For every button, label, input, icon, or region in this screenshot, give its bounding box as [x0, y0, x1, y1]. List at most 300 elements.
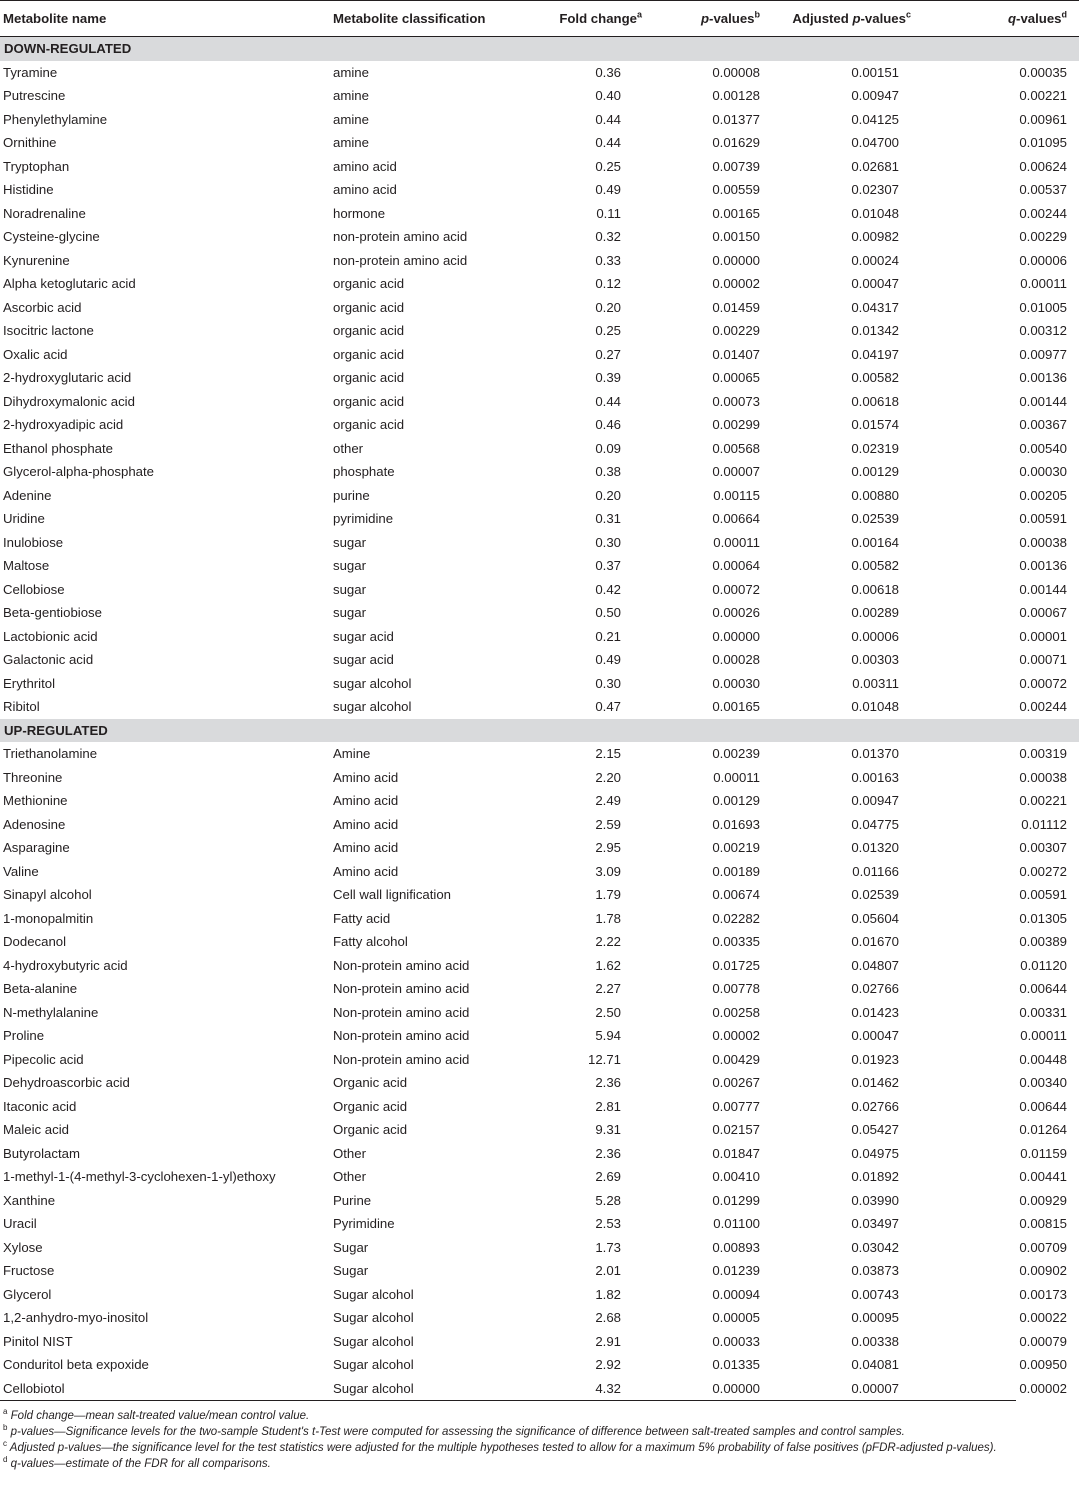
- cell-metabolite-name: Uracil: [3, 1216, 37, 1232]
- cell-classification: Organic acid: [333, 1075, 408, 1091]
- cell-fold-change: 0.49: [595, 652, 621, 668]
- header-q-italic: q: [1007, 11, 1017, 26]
- cell-q-value: 0.00591: [1019, 887, 1067, 903]
- cell-classification: phosphate: [333, 464, 395, 480]
- table-row: [0, 883, 1079, 907]
- cell-classification: Organic acid: [333, 1098, 408, 1114]
- cell-p-value: 0.00000: [712, 628, 760, 644]
- cell-p-value: 0.00011: [713, 534, 760, 550]
- header-classification: [325, 1, 513, 37]
- cell-q-value: 0.00977: [1019, 346, 1067, 362]
- cell-classification: Sugar alcohol: [333, 1380, 414, 1396]
- table-row: [0, 319, 1079, 343]
- header-fold-sup: a: [636, 9, 642, 20]
- cell-fold-change: 0.31: [595, 511, 621, 527]
- table-row: [0, 343, 1079, 367]
- cell-adjusted-p-value: 0.01048: [851, 205, 899, 221]
- table-body: [0, 37, 1079, 1401]
- cell-p-value: 0.00002: [712, 276, 760, 292]
- header-fold-text: Fold change: [559, 11, 637, 26]
- cell-metabolite-name: 2-hydroxyglutaric acid: [3, 370, 132, 386]
- cell-q-value: 0.00367: [1019, 417, 1067, 433]
- cell-p-value: 0.00559: [712, 182, 760, 198]
- table-row: [0, 1306, 1079, 1330]
- cell-q-value: 0.00229: [1019, 229, 1067, 245]
- cell-p-value: 0.01847: [712, 1145, 760, 1161]
- cell-classification: Amino acid: [333, 793, 399, 809]
- table-row: [0, 178, 1079, 202]
- cell-q-value: 0.00002: [1019, 1380, 1067, 1396]
- cell-metabolite-name: Tyramine: [3, 64, 58, 80]
- cell-p-value: 0.00072: [712, 581, 760, 597]
- cell-adjusted-p-value: 0.04125: [851, 111, 899, 127]
- cell-q-value: 0.01112: [1021, 816, 1067, 832]
- table-row: [0, 484, 1079, 508]
- cell-p-value: 0.00777: [712, 1098, 760, 1114]
- cell-fold-change: 0.21: [595, 628, 621, 644]
- cell-adjusted-p-value: 0.01370: [851, 746, 899, 762]
- cell-metabolite-name: Ascorbic acid: [3, 299, 82, 315]
- footnote-text: Adjusted p-values—the significance level for the test statistics were adjusted for the multiple hypotheses tested to allow for a maximum 5% probability of false positives (pFDR-adjusted p-values).: [9, 1442, 997, 1454]
- cell-q-value: 0.00205: [1019, 487, 1067, 503]
- table-row: [0, 390, 1079, 414]
- cell-adjusted-p-value: 0.02307: [851, 182, 899, 198]
- header-adj-sup: c: [905, 9, 911, 20]
- cell-adjusted-p-value: 0.00151: [851, 64, 899, 80]
- cell-metabolite-name: Adenine: [3, 487, 52, 503]
- cell-classification: Non-protein amino acid: [333, 1051, 470, 1067]
- cell-metabolite-name: Lactobionic acid: [3, 628, 98, 644]
- cell-q-value: 0.00950: [1019, 1357, 1067, 1373]
- cell-classification: Sugar: [333, 1263, 369, 1279]
- cell-fold-change: 5.28: [595, 1192, 621, 1208]
- cell-fold-change: 2.49: [595, 793, 621, 809]
- cell-fold-change: 1.82: [595, 1286, 621, 1302]
- table-row: [0, 413, 1079, 437]
- cell-q-value: 0.00709: [1019, 1239, 1067, 1255]
- cell-q-value: 0.00011: [1020, 1028, 1067, 1044]
- cell-q-value: 0.00136: [1019, 370, 1067, 386]
- cell-classification: organic acid: [333, 346, 405, 362]
- cell-q-value: 0.00244: [1019, 205, 1067, 221]
- table-row: [0, 648, 1079, 672]
- footnote-text: q-values—estimate of the FDR for all comparisons.: [10, 1458, 271, 1470]
- cell-adjusted-p-value: 0.00047: [851, 276, 899, 292]
- header-q-values: [923, 1, 1079, 37]
- cell-fold-change: 0.30: [595, 675, 621, 691]
- header-p-text: -values: [709, 11, 755, 26]
- cell-q-value: 0.00030: [1019, 464, 1067, 480]
- cell-q-value: 0.01264: [1019, 1122, 1067, 1138]
- cell-fold-change: 1.62: [595, 957, 621, 973]
- cell-classification: organic acid: [333, 370, 405, 386]
- cell-fold-change: 0.42: [595, 581, 621, 597]
- cell-metabolite-name: Cellobiose: [3, 581, 65, 597]
- cell-classification: purine: [333, 487, 370, 503]
- cell-fold-change: 0.25: [595, 158, 621, 174]
- cell-classification: Amino acid: [333, 816, 399, 832]
- cell-classification: Non-protein amino acid: [333, 981, 470, 997]
- cell-q-value: 0.00591: [1019, 511, 1067, 527]
- cell-fold-change: 5.94: [595, 1028, 621, 1044]
- cell-fold-change: 0.49: [595, 182, 621, 198]
- table-row: [0, 1377, 1079, 1401]
- cell-adjusted-p-value: 0.00618: [851, 581, 899, 597]
- cell-metabolite-name: Beta-alanine: [3, 981, 78, 997]
- cell-q-value: 0.00144: [1019, 393, 1067, 409]
- cell-adjusted-p-value: 0.01892: [851, 1169, 899, 1185]
- cell-fold-change: 0.20: [595, 299, 621, 315]
- cell-q-value: 0.00389: [1019, 934, 1067, 950]
- cell-fold-change: 2.27: [595, 981, 621, 997]
- footnote-marker: d: [3, 1455, 8, 1465]
- cell-fold-change: 0.47: [595, 699, 621, 715]
- cell-fold-change: 0.32: [595, 229, 621, 245]
- table-row: [0, 1330, 1079, 1354]
- cell-metabolite-name: Xanthine: [3, 1192, 56, 1208]
- header-p-sup: b: [754, 9, 760, 20]
- cell-q-value: 0.00340: [1019, 1075, 1067, 1091]
- cell-adjusted-p-value: 0.03873: [851, 1263, 899, 1279]
- table-row: [0, 131, 1079, 155]
- cell-q-value: 0.00902: [1019, 1263, 1067, 1279]
- cell-adjusted-p-value: 0.02766: [851, 981, 899, 997]
- cell-adjusted-p-value: 0.03990: [851, 1192, 899, 1208]
- cell-fold-change: 1.73: [595, 1239, 621, 1255]
- cell-fold-change: 2.81: [595, 1098, 621, 1114]
- table-row: [0, 977, 1079, 1001]
- cell-fold-change: 0.44: [595, 393, 621, 409]
- cell-classification: amino acid: [333, 182, 397, 198]
- table-row: [0, 625, 1079, 649]
- table-row: [0, 84, 1079, 108]
- cell-adjusted-p-value: 0.00303: [851, 652, 899, 668]
- cell-p-value: 0.00026: [712, 605, 760, 621]
- cell-classification: hormone: [333, 205, 386, 221]
- cell-q-value: 0.00001: [1019, 628, 1067, 644]
- cell-metabolite-name: Oxalic acid: [3, 346, 68, 362]
- header-adj-text: -values: [860, 11, 906, 26]
- cell-adjusted-p-value: 0.00582: [851, 558, 899, 574]
- cell-fold-change: 2.50: [595, 1004, 621, 1020]
- cell-q-value: 0.00038: [1019, 534, 1067, 550]
- cell-fold-change: 0.38: [595, 464, 621, 480]
- cell-fold-change: 1.78: [595, 910, 621, 926]
- cell-metabolite-name: Dihydroxymalonic acid: [3, 393, 135, 409]
- cell-adjusted-p-value: 0.02681: [851, 158, 899, 174]
- cell-fold-change: 0.09: [595, 440, 621, 456]
- cell-adjusted-p-value: 0.00618: [851, 393, 899, 409]
- cell-p-value: 0.00128: [712, 88, 760, 104]
- cell-metabolite-name: Noradrenaline: [3, 205, 86, 221]
- footnote-marker: c: [3, 1439, 7, 1449]
- cell-adjusted-p-value: 0.04775: [851, 816, 899, 832]
- table-row: [0, 1353, 1079, 1377]
- cell-fold-change: 0.39: [595, 370, 621, 386]
- footnote: [3, 1457, 1012, 1472]
- cell-classification: sugar acid: [333, 652, 394, 668]
- table-row: [0, 1048, 1079, 1072]
- cell-fold-change: 2.59: [595, 816, 621, 832]
- cell-p-value: 0.01377: [712, 111, 760, 127]
- header-adjusted-p-values: [772, 1, 923, 37]
- header-q-sup: d: [1061, 9, 1067, 20]
- cell-p-value: 0.00064: [712, 558, 760, 574]
- cell-p-value: 0.00674: [712, 887, 760, 903]
- table-row: [0, 1236, 1079, 1260]
- cell-metabolite-name: N-methylalanine: [3, 1004, 99, 1020]
- cell-metabolite-name: 1-methyl-1-(4-methyl-3-cyclohexen-1-yl)ethoxy: [3, 1169, 276, 1185]
- table-row: [0, 61, 1079, 85]
- header-fold-change: [513, 1, 650, 37]
- cell-p-value: 0.01459: [712, 299, 760, 315]
- cell-q-value: 0.01159: [1020, 1145, 1067, 1161]
- section-title: DOWN-REGULATED: [0, 37, 1079, 61]
- cell-metabolite-name: 2-hydroxyadipic acid: [3, 417, 124, 433]
- cell-adjusted-p-value: 0.01048: [851, 699, 899, 715]
- cell-p-value: 0.00094: [712, 1286, 760, 1302]
- cell-p-value: 0.00033: [712, 1333, 760, 1349]
- table-row: [0, 695, 1079, 719]
- cell-q-value: 0.00815: [1019, 1216, 1067, 1232]
- cell-p-value: 0.00030: [712, 675, 760, 691]
- cell-fold-change: 0.30: [595, 534, 621, 550]
- cell-metabolite-name: Cysteine-glycine: [3, 229, 100, 245]
- cell-p-value: 0.01725: [712, 957, 760, 973]
- cell-adjusted-p-value: 0.04317: [851, 299, 899, 315]
- cell-fold-change: 0.46: [595, 417, 621, 433]
- cell-classification: sugar: [333, 534, 366, 550]
- cell-classification: Fatty alcohol: [333, 934, 408, 950]
- cell-adjusted-p-value: 0.01320: [851, 840, 899, 856]
- cell-fold-change: 2.92: [595, 1357, 621, 1373]
- cell-metabolite-name: Pipecolic acid: [3, 1051, 84, 1067]
- cell-p-value: 0.00008: [712, 64, 760, 80]
- cell-p-value: 0.00335: [712, 934, 760, 950]
- cell-p-value: 0.00893: [712, 1239, 760, 1255]
- cell-q-value: 0.00644: [1019, 981, 1067, 997]
- cell-metabolite-name: Proline: [3, 1028, 45, 1044]
- cell-adjusted-p-value: 0.00164: [851, 534, 899, 550]
- cell-adjusted-p-value: 0.05604: [851, 910, 899, 926]
- cell-p-value: 0.00165: [712, 699, 760, 715]
- cell-fold-change: 0.33: [595, 252, 621, 268]
- footnote: [3, 1409, 1012, 1424]
- cell-adjusted-p-value: 0.00095: [851, 1310, 899, 1326]
- cell-p-value: 0.00005: [712, 1310, 760, 1326]
- cell-classification: sugar: [333, 605, 366, 621]
- header-q-text: -values: [1016, 11, 1062, 26]
- cell-adjusted-p-value: 0.01423: [851, 1004, 899, 1020]
- cell-metabolite-name: Dodecanol: [3, 934, 67, 950]
- cell-fold-change: 3.09: [595, 863, 621, 879]
- cell-q-value: 0.00540: [1019, 440, 1067, 456]
- cell-p-value: 0.00410: [712, 1169, 760, 1185]
- cell-metabolite-name: Phenylethylamine: [3, 111, 108, 127]
- table-row: [0, 672, 1079, 696]
- cell-metabolite-name: Itaconic acid: [3, 1098, 77, 1114]
- cell-fold-change: 2.68: [595, 1310, 621, 1326]
- cell-classification: Fatty acid: [333, 910, 391, 926]
- cell-classification: amine: [333, 135, 369, 151]
- cell-metabolite-name: Putrescine: [3, 88, 66, 104]
- cell-p-value: 0.00028: [712, 652, 760, 668]
- cell-fold-change: 2.20: [595, 769, 621, 785]
- cell-metabolite-name: Fructose: [3, 1263, 55, 1279]
- cell-q-value: 0.00441: [1019, 1169, 1067, 1185]
- cell-fold-change: 2.36: [595, 1075, 621, 1091]
- cell-adjusted-p-value: 0.03042: [851, 1239, 899, 1255]
- footnote-text: Fold change—mean salt-treated value/mean control value.: [10, 1410, 310, 1422]
- cell-adjusted-p-value: 0.00289: [851, 605, 899, 621]
- cell-metabolite-name: Adenosine: [3, 816, 66, 832]
- table-row: [0, 366, 1079, 390]
- cell-adjusted-p-value: 0.05427: [851, 1122, 899, 1138]
- cell-classification: non-protein amino acid: [333, 229, 468, 245]
- table-row: [0, 954, 1079, 978]
- cell-p-value: 0.00073: [712, 393, 760, 409]
- cell-fold-change: 2.15: [595, 746, 621, 762]
- cell-classification: sugar acid: [333, 628, 394, 644]
- cell-p-value: 0.00002: [712, 1028, 760, 1044]
- table-row: [0, 460, 1079, 484]
- cell-p-value: 0.01299: [712, 1192, 760, 1208]
- cell-metabolite-name: Beta-gentiobiose: [3, 605, 102, 621]
- cell-classification: Sugar: [333, 1239, 369, 1255]
- cell-fold-change: 0.12: [595, 276, 621, 292]
- cell-classification: amino acid: [333, 158, 397, 174]
- cell-q-value: 0.00307: [1019, 840, 1067, 856]
- cell-p-value: 0.00000: [712, 1380, 760, 1396]
- cell-classification: sugar: [333, 581, 366, 597]
- table-row: [0, 437, 1079, 461]
- cell-p-value: 0.01629: [712, 135, 760, 151]
- cell-classification: amine: [333, 111, 369, 127]
- cell-adjusted-p-value: 0.01670: [851, 934, 899, 950]
- cell-adjusted-p-value: 0.04975: [851, 1145, 899, 1161]
- section-header-row: [0, 719, 1079, 743]
- header-classification-text: Metabolite classification: [333, 11, 486, 26]
- cell-p-value: 0.00778: [712, 981, 760, 997]
- cell-p-value: 0.02157: [712, 1122, 760, 1138]
- cell-classification: non-protein amino acid: [333, 252, 468, 268]
- cell-fold-change: 2.01: [595, 1263, 621, 1279]
- cell-q-value: 0.01005: [1019, 299, 1067, 315]
- cell-metabolite-name: Isocitric lactone: [3, 323, 94, 339]
- cell-metabolite-name: Valine: [3, 863, 39, 879]
- cell-q-value: 0.00038: [1019, 769, 1067, 785]
- cell-adjusted-p-value: 0.00047: [851, 1028, 899, 1044]
- cell-classification: organic acid: [333, 417, 405, 433]
- cell-adjusted-p-value: 0.01462: [851, 1075, 899, 1091]
- cell-q-value: 0.00331: [1019, 1004, 1067, 1020]
- cell-q-value: 0.00624: [1019, 158, 1067, 174]
- cell-p-value: 0.00115: [713, 487, 760, 503]
- cell-classification: Non-protein amino acid: [333, 1004, 470, 1020]
- table-row: [0, 296, 1079, 320]
- cell-classification: Sugar alcohol: [333, 1333, 414, 1349]
- cell-p-value: 0.00664: [712, 511, 760, 527]
- cell-q-value: 0.00929: [1019, 1192, 1067, 1208]
- cell-metabolite-name: Cellobiotol: [3, 1380, 65, 1396]
- cell-fold-change: 0.27: [595, 346, 621, 362]
- cell-p-value: 0.00007: [712, 464, 760, 480]
- cell-adjusted-p-value: 0.00006: [851, 628, 899, 644]
- cell-q-value: 0.00961: [1019, 111, 1067, 127]
- cell-metabolite-name: Xylose: [3, 1239, 43, 1255]
- cell-adjusted-p-value: 0.00007: [851, 1380, 899, 1396]
- cell-classification: amine: [333, 88, 369, 104]
- cell-classification: pyrimidine: [333, 511, 394, 527]
- cell-p-value: 0.00258: [712, 1004, 760, 1020]
- cell-adjusted-p-value: 0.02319: [851, 440, 899, 456]
- table-row: [0, 930, 1079, 954]
- cell-metabolite-name: 1-monopalmitin: [3, 910, 94, 926]
- footnote: [3, 1425, 1012, 1440]
- table-row: [0, 860, 1079, 884]
- cell-q-value: 0.00272: [1019, 863, 1067, 879]
- table-row: [0, 766, 1079, 790]
- cell-p-value: 0.01100: [713, 1216, 760, 1232]
- cell-p-value: 0.00299: [712, 417, 760, 433]
- cell-p-value: 0.00165: [712, 205, 760, 221]
- cell-q-value: 0.00022: [1019, 1310, 1067, 1326]
- table-row: [0, 202, 1079, 226]
- cell-p-value: 0.00429: [712, 1051, 760, 1067]
- table-row: [0, 1001, 1079, 1025]
- cell-p-value: 0.00189: [712, 863, 760, 879]
- table-row: [0, 531, 1079, 555]
- cell-adjusted-p-value: 0.01342: [851, 323, 899, 339]
- cell-p-value: 0.01335: [712, 1357, 760, 1373]
- cell-fold-change: 0.11: [596, 205, 621, 221]
- table-row: [0, 1212, 1079, 1236]
- cell-metabolite-name: Pinitol NIST: [3, 1333, 73, 1349]
- cell-classification: organic acid: [333, 276, 405, 292]
- cell-adjusted-p-value: 0.01574: [851, 417, 899, 433]
- cell-q-value: 0.01120: [1020, 957, 1067, 973]
- cell-adjusted-p-value: 0.03497: [851, 1216, 899, 1232]
- table-row: [0, 907, 1079, 931]
- cell-adjusted-p-value: 0.00880: [851, 487, 899, 503]
- cell-adjusted-p-value: 0.02539: [851, 511, 899, 527]
- cell-p-value: 0.00065: [712, 370, 760, 386]
- cell-adjusted-p-value: 0.00311: [852, 675, 899, 691]
- footnote-marker: b: [3, 1423, 8, 1433]
- section-title: UP-REGULATED: [0, 719, 1079, 743]
- cell-metabolite-name: Butyrolactam: [3, 1145, 80, 1161]
- cell-metabolite-name: Inulobiose: [3, 534, 64, 550]
- cell-metabolite-name: Glycerol-alpha-phosphate: [3, 464, 155, 480]
- table-row: [0, 1142, 1079, 1166]
- cell-q-value: 0.00644: [1019, 1098, 1067, 1114]
- cell-classification: Amino acid: [333, 840, 399, 856]
- table-row: [0, 1165, 1079, 1189]
- cell-p-value: 0.00011: [713, 769, 760, 785]
- cell-p-value: 0.00267: [712, 1075, 760, 1091]
- table-header: [0, 1, 1079, 37]
- cell-fold-change: 0.40: [595, 88, 621, 104]
- cell-metabolite-name: Ethanol phosphate: [3, 440, 113, 456]
- cell-metabolite-name: Galactonic acid: [3, 652, 94, 668]
- cell-q-value: 0.00537: [1019, 182, 1067, 198]
- table-row: [0, 1118, 1079, 1142]
- footnote: [3, 1441, 1012, 1456]
- table-row: [0, 578, 1079, 602]
- cell-classification: Pyrimidine: [333, 1216, 395, 1232]
- cell-fold-change: 0.44: [595, 135, 621, 151]
- cell-q-value: 0.00006: [1019, 252, 1067, 268]
